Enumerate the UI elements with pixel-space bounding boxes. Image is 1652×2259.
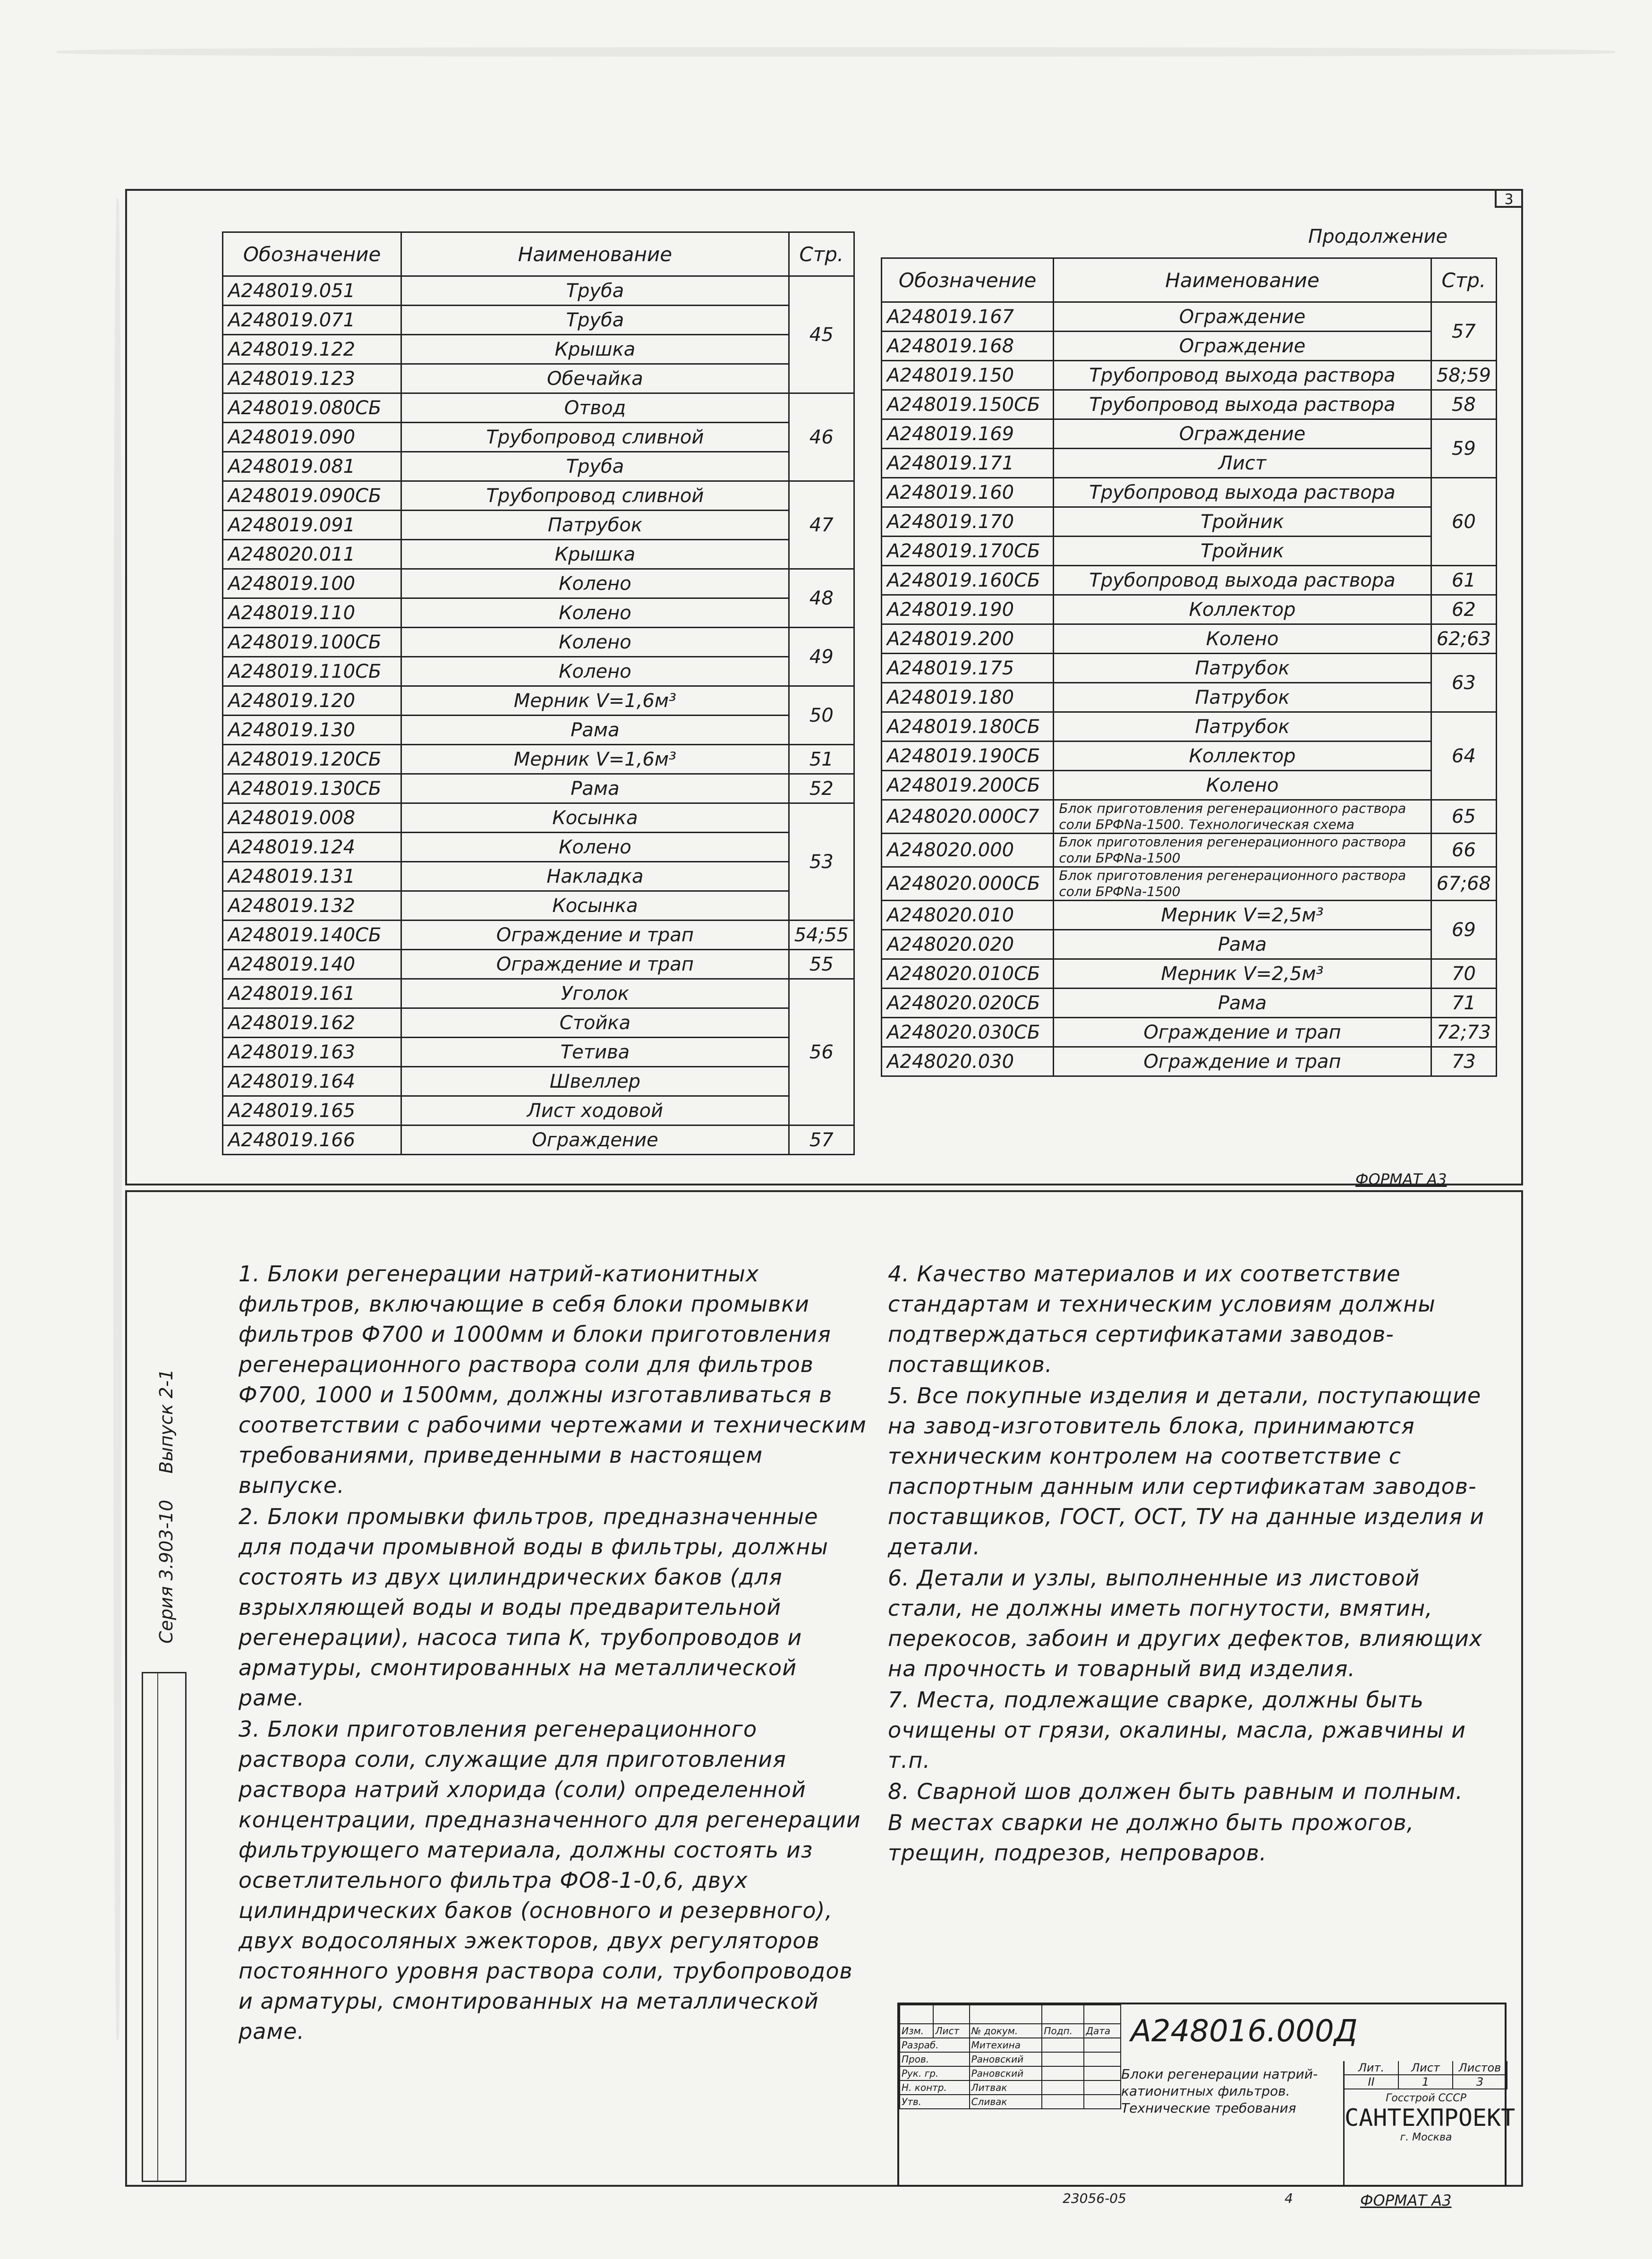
table-row: [882, 959, 1497, 989]
table-row: [882, 742, 1497, 771]
tb-header-cell: Изм.: [900, 2024, 933, 2038]
table-row: [882, 683, 1497, 712]
note-5: 5. Все покупные изделия и детали, поступающие на завод-изготовитель блока, принимаются техническим контролем на соответствие с паспортным данным или сертификатам заводов-поставщиков, ГОСТ, ОСТ, ТУ на данные изделия и детали.: [888, 1383, 1485, 1560]
cell-name: Блок приготовления регенерационного раствора соли БРФNa-1500. Технологическая схема: [1054, 800, 1431, 834]
cell-name: Колено: [401, 833, 789, 862]
cell-code: А248019.100: [223, 569, 401, 598]
table-row: [223, 716, 854, 745]
cell-page: 73: [1431, 1047, 1496, 1076]
cell-code: А248019.131: [223, 862, 401, 891]
cell-code: А248019.167: [882, 302, 1054, 332]
note-2: 2. Блоки промывки фильтров, предназначенные для подачи промывной воды в фильтры, должны состоять из двух цилиндрических баков (для взрыхляющей воды и воды предварительной регенерации), насоса типа К, трубопроводов и арматуры, смонтированных на металлической раме.: [238, 1504, 828, 1711]
cell-code: А248020.000: [882, 834, 1054, 867]
lit-value: II: [1345, 2075, 1399, 2089]
cell-name: Патрубок: [1054, 683, 1431, 712]
cell-page: 45: [789, 276, 854, 393]
cell-page: 47: [789, 481, 854, 569]
org-block: [1343, 2061, 1516, 2187]
cell-page: 55: [789, 950, 854, 979]
cell-page: 69: [1431, 901, 1496, 959]
cell-code: А248020.020: [882, 930, 1054, 959]
cell-name: Трубопровод выхода раствора: [1054, 566, 1431, 595]
cell-page: 61: [1431, 566, 1496, 595]
cell-code: А248020.010СБ: [882, 959, 1054, 989]
cell-page: 50: [789, 686, 854, 745]
cell-code: А248019.132: [223, 891, 401, 921]
signature-cell: [1042, 2080, 1084, 2095]
cell-page: 46: [789, 393, 854, 481]
cell-name: Косынка: [401, 803, 789, 833]
role-label: Пров.: [900, 2052, 970, 2066]
sheets-label: Листов: [1453, 2061, 1507, 2074]
table-row: [223, 335, 854, 364]
cell-page: 63: [1431, 654, 1496, 712]
cell-name: Лист: [1054, 449, 1431, 478]
cell-code: А248019.130: [223, 716, 401, 745]
role-label: Утв.: [900, 2095, 970, 2109]
cell-page: 54;55: [789, 921, 854, 950]
date-cell: [1084, 2066, 1121, 2080]
table-row: [882, 478, 1497, 507]
cell-code: А248019.140СБ: [223, 921, 401, 950]
note-1: 1. Блоки регенерации натрий-катионитных фильтров, включающие в себя блоки промывки фильтров Ф700 и 1000мм и блоки приготовления регенерационного раствора соли для фильтров Ф700, 1000 и 1500мм, должны изготавливаться в соответствии с рабочими чертежами и техническим требованиями, приведенными в настоящем выпуске.: [238, 1261, 867, 1498]
role-person: Рановский: [970, 2066, 1042, 2080]
cell-code: А248019.170СБ: [882, 537, 1054, 566]
cell-name: Рама: [401, 774, 789, 803]
title-block: [897, 2003, 1516, 2187]
cell-name: Ограждение и трап: [1054, 1047, 1431, 1076]
table-row: [882, 712, 1497, 742]
cell-name: Лист ходовой: [401, 1096, 789, 1125]
header-page: Стр.: [1431, 258, 1496, 302]
cell-code: А248019.160: [882, 478, 1054, 507]
header-name: Наименование: [401, 232, 789, 276]
table-row: [223, 1096, 854, 1125]
cell-page: 62;63: [1431, 624, 1496, 654]
cell-code: А248019.100СБ: [223, 628, 401, 657]
cell-code: А248019.122: [223, 335, 401, 364]
scan-noise: [113, 198, 122, 2040]
document-title: Блоки регенерации натрий-катионитных фильтров. Технические требования: [1121, 2066, 1318, 2116]
cell-page: 72;73: [1431, 1018, 1496, 1047]
cell-page: 67;68: [1431, 867, 1496, 901]
cell-page: 70: [1431, 959, 1496, 989]
series-label: Серия 3.903-10: [156, 1500, 177, 1644]
cell-page: 64: [1431, 712, 1496, 800]
cell-code: А248019.080СБ: [223, 393, 401, 423]
table-row: [223, 745, 854, 774]
table-row: [882, 390, 1497, 419]
cell-code: А248019.071: [223, 306, 401, 335]
cell-code: А248019.150СБ: [882, 390, 1054, 419]
lit-label: Лит.: [1345, 2061, 1399, 2074]
table-row: [882, 419, 1497, 449]
cell-code: А248019.171: [882, 449, 1054, 478]
table-row: [223, 628, 854, 657]
cell-code: А248019.190: [882, 595, 1054, 624]
table-row: [223, 1067, 854, 1096]
cell-name: Отвод: [401, 393, 789, 423]
cell-code: А248019.164: [223, 1067, 401, 1096]
cell-name: Мерник V=1,6м³: [401, 686, 789, 716]
cell-name: Труба: [401, 306, 789, 335]
table-row: [882, 989, 1497, 1018]
date-cell: [1084, 2080, 1121, 2095]
sheet-value: 1: [1399, 2075, 1453, 2089]
table-row: [223, 598, 854, 628]
cell-name: Рама: [1054, 930, 1431, 959]
tb-header-cell: Подп.: [1042, 2024, 1084, 2038]
cell-name: Рама: [1054, 989, 1431, 1018]
scan-noise: [57, 47, 1615, 57]
table-row: [882, 901, 1497, 930]
cell-name: Ограждение: [1054, 302, 1431, 332]
org-city: г. Москва: [1400, 2131, 1452, 2143]
signature-row: [900, 2095, 1121, 2109]
tb-header-cell: Лист: [933, 2024, 969, 2038]
spec-table-left: [222, 231, 855, 1155]
table-row: [223, 569, 854, 598]
cell-name: Колено: [1054, 771, 1431, 800]
sheets-value: 3: [1453, 2075, 1507, 2089]
table-row: [882, 771, 1497, 800]
cell-page: 62: [1431, 595, 1496, 624]
cell-page: 57: [789, 1125, 854, 1155]
table-row: [223, 452, 854, 481]
signature-row: [900, 2080, 1121, 2095]
cell-page: 53: [789, 803, 854, 921]
table-row: [223, 833, 854, 862]
approval-stamp-strip: [142, 1672, 187, 2182]
cell-code: А248019.008: [223, 803, 401, 833]
table-row: [882, 1018, 1497, 1047]
cell-page: 48: [789, 569, 854, 628]
cell-page: 58: [1431, 390, 1496, 419]
cell-name: Патрубок: [1054, 712, 1431, 742]
role-person: Литвак: [970, 2080, 1042, 2095]
cell-code: А248020.010: [882, 901, 1054, 930]
cell-code: А248019.200: [882, 624, 1054, 654]
cell-page: 49: [789, 628, 854, 686]
note-3: 3. Блоки приготовления регенерационного раствора соли, служащие для приготовления раствора натрий хлорида (соли) определенной концентрации, предназначенного для регенерации фильтрующего материала, должны состоять из осветлительного фильтра ФО8-1-0,6, двух цилиндрических баков (основного и резервного), двух водосоляных эжекторов, двух регуляторов постоянного уровня раствора соли, трубопроводов и арматуры, смонтированных на металлической раме.: [238, 1716, 861, 2044]
cell-code: А248019.166: [223, 1125, 401, 1155]
cell-name: Патрубок: [401, 511, 789, 540]
cell-name: Тройник: [1054, 507, 1431, 537]
table-row: [223, 891, 854, 921]
cell-page: 71: [1431, 989, 1496, 1018]
cell-code: А248020.030СБ: [882, 1018, 1054, 1047]
format-label-bottom: ФОРМАТ А3: [1360, 2191, 1452, 2209]
cell-code: А248019.165: [223, 1096, 401, 1125]
table-row: [223, 774, 854, 803]
signature-grid: [899, 2004, 1121, 2185]
date-cell: [1084, 2038, 1121, 2052]
cell-name: Швеллер: [401, 1067, 789, 1096]
cell-name: Колено: [401, 628, 789, 657]
cell-page: 60: [1431, 478, 1496, 566]
table-row: [223, 423, 854, 452]
cell-code: А248019.091: [223, 511, 401, 540]
table-row: [223, 950, 854, 979]
cell-page: 57: [1431, 302, 1496, 361]
cell-name: Колено: [1054, 624, 1431, 654]
cell-name: Трубопровод выхода раствора: [1054, 478, 1431, 507]
cell-code: А248019.169: [882, 419, 1054, 449]
cell-name: Рама: [401, 716, 789, 745]
cell-code: А248019.190СБ: [882, 742, 1054, 771]
cell-name: Коллектор: [1054, 742, 1431, 771]
cell-name: Труба: [401, 276, 789, 306]
cell-code: А248019.200СБ: [882, 771, 1054, 800]
cell-name: Мерник V=1,6м³: [401, 745, 789, 774]
notes-left-column: [238, 1259, 867, 2047]
signature-row: [900, 2052, 1121, 2066]
cell-name: Накладка: [401, 862, 789, 891]
cell-code: А248020.030: [882, 1047, 1054, 1076]
cell-name: Колено: [401, 598, 789, 628]
cell-page: 65: [1431, 800, 1496, 834]
cell-code: А248019.123: [223, 364, 401, 393]
cell-code: А248019.180СБ: [882, 712, 1054, 742]
cell-name: Косынка: [401, 891, 789, 921]
cell-code: А248019.110: [223, 598, 401, 628]
cell-name: Блок приготовления регенерационного раствора соли БРФNa-1500: [1054, 834, 1431, 867]
sheet-label: Лист: [1399, 2061, 1453, 2074]
cell-name: Тетива: [401, 1038, 789, 1067]
table-row: [223, 1125, 854, 1155]
signature-row: [900, 2066, 1121, 2080]
cell-code: А248020.011: [223, 540, 401, 569]
date-cell: [1084, 2095, 1121, 2109]
cell-name: Ограждение и трап: [401, 921, 789, 950]
cell-code: А248019.130СБ: [223, 774, 401, 803]
table-row: [882, 302, 1497, 332]
table-row: [223, 686, 854, 716]
continuation-label: Продолжение: [1308, 226, 1448, 247]
cell-code: А248019.140: [223, 950, 401, 979]
cell-code: А248019.160СБ: [882, 566, 1054, 595]
table-row: [223, 511, 854, 540]
role-person: Сливак: [970, 2095, 1042, 2109]
cell-name: Труба: [401, 452, 789, 481]
cell-code: А248019.051: [223, 276, 401, 306]
cell-name: Патрубок: [1054, 654, 1431, 683]
signature-cell: [1042, 2052, 1084, 2066]
date-cell: [1084, 2052, 1121, 2066]
cell-name: Трубопровод сливной: [401, 423, 789, 452]
table-row: [882, 449, 1497, 478]
table-row: [882, 867, 1497, 901]
cell-name: Ограждение: [1054, 419, 1431, 449]
cell-name: Крышка: [401, 335, 789, 364]
cell-code: А248019.168: [882, 332, 1054, 361]
tb-header-cell: Дата: [1084, 2024, 1121, 2038]
table-row: [223, 306, 854, 335]
cell-code: А248020.020СБ: [882, 989, 1054, 1018]
cell-code: А248019.110СБ: [223, 657, 401, 686]
small-sheet-number: 4: [1285, 2191, 1293, 2206]
cell-code: А248020.000С7: [882, 800, 1054, 834]
cell-name: Колено: [401, 569, 789, 598]
table-row: [882, 834, 1497, 867]
table-row: [223, 657, 854, 686]
document-code: А248016.000Д: [1131, 2014, 1358, 2049]
signature-cell: [1042, 2066, 1084, 2080]
table-row: [223, 393, 854, 423]
cell-name: Мерник V=2,5м³: [1054, 959, 1431, 989]
cell-code: А248019.175: [882, 654, 1054, 683]
table-row: [223, 481, 854, 511]
format-label: ФОРМАТ А3: [1355, 1170, 1447, 1188]
table-row: [223, 979, 854, 1008]
cell-code: А248019.081: [223, 452, 401, 481]
cell-page: 58;59: [1431, 361, 1496, 390]
cell-name: Коллектор: [1054, 595, 1431, 624]
note-6: 6. Детали и узлы, выполненные из листовой стали, не должны иметь погнутости, вмятин, перекосов, забоин и других дефектов, влияющих на прочность и товарный вид изделия.: [888, 1565, 1483, 1681]
cell-name: Трубопровод сливной: [401, 481, 789, 511]
cell-page: 66: [1431, 834, 1496, 867]
issue-label: Выпуск 2-1: [156, 1369, 177, 1474]
tb-header-cell: № докум.: [970, 2024, 1042, 2038]
table-row: [882, 1047, 1497, 1076]
org-name: САНТЕХПРОЕКТ: [1345, 2104, 1516, 2131]
table-row: [223, 921, 854, 950]
table-row: [882, 595, 1497, 624]
org-top: Госстрой СССР: [1386, 2092, 1466, 2104]
table-row: [223, 1008, 854, 1038]
cell-code: А248019.120СБ: [223, 745, 401, 774]
cell-page: 56: [789, 979, 854, 1125]
table-row: [223, 276, 854, 306]
table-row: [223, 862, 854, 891]
cell-name: Колено: [401, 657, 789, 686]
cell-name: Крышка: [401, 540, 789, 569]
signature-cell: [1042, 2038, 1084, 2052]
role-label: Н. контр.: [900, 2080, 970, 2095]
table-row: [223, 1038, 854, 1067]
cell-name: Трубопровод выхода раствора: [1054, 361, 1431, 390]
role-label: Разраб.: [900, 2038, 970, 2052]
header-name: Наименование: [1054, 258, 1431, 302]
cell-name: Ограждение и трап: [401, 950, 789, 979]
inventory-number: 23056-05: [1063, 2191, 1126, 2206]
table-row: [882, 930, 1497, 959]
note-7: 7. Места, подлежащие сварке, должны быть очищены от грязи, окалины, масла, ржавчины и т.п.: [888, 1687, 1466, 1773]
table-row: [882, 507, 1497, 537]
table-row: [882, 361, 1497, 390]
table-row: [882, 654, 1497, 683]
note-8: 8. Сварной шов должен быть равным и полным.: [888, 1779, 1463, 1804]
cell-name: Трубопровод выхода раствора: [1054, 390, 1431, 419]
role-label: Рук. гр.: [900, 2066, 970, 2080]
cell-name: Обечайка: [401, 364, 789, 393]
cell-name: Мерник V=2,5м³: [1054, 901, 1431, 930]
notes-right-column: [888, 1259, 1502, 1869]
role-person: Митехина: [970, 2038, 1042, 2052]
cell-name: Тройник: [1054, 537, 1431, 566]
table-row: [223, 364, 854, 393]
signature-cell: [1042, 2095, 1084, 2109]
table-row: [882, 624, 1497, 654]
note-4: 4. Качество материалов и их соответствие стандартам и техническим условиям должны подтверждаться сертификатами заводов-поставщиков.: [888, 1261, 1436, 1377]
cell-code: А248019.170: [882, 507, 1054, 537]
table-row: [882, 800, 1497, 834]
cell-name: Ограждение: [1054, 332, 1431, 361]
cell-code: А248019.090СБ: [223, 481, 401, 511]
cell-code: А248019.120: [223, 686, 401, 716]
cell-code: А248019.162: [223, 1008, 401, 1038]
cell-code: А248019.180: [882, 683, 1054, 712]
cell-code: А248019.090: [223, 423, 401, 452]
table-row: [882, 566, 1497, 595]
table-row: [882, 332, 1497, 361]
spec-table-right: [881, 257, 1497, 1077]
cell-page: 52: [789, 774, 854, 803]
cell-code: А248020.000СБ: [882, 867, 1054, 901]
cell-name: Блок приготовления регенерационного раствора соли БРФNa-1500: [1054, 867, 1431, 901]
header-page: Стр.: [789, 232, 854, 276]
table-row: [882, 537, 1497, 566]
signature-row: [900, 2038, 1121, 2052]
cell-page: 59: [1431, 419, 1496, 478]
cell-code: А248019.124: [223, 833, 401, 862]
note-8-extra: В местах сварки не должно быть прожогов, трещин, подрезов, непроваров.: [888, 1810, 1414, 1866]
cell-page: 51: [789, 745, 854, 774]
cell-name: Ограждение: [401, 1125, 789, 1155]
cell-code: А248019.161: [223, 979, 401, 1008]
page-number: 3: [1495, 189, 1523, 208]
table-row: [223, 803, 854, 833]
cell-code: А248019.163: [223, 1038, 401, 1067]
table-row: [223, 540, 854, 569]
cell-code: А248019.150: [882, 361, 1054, 390]
role-person: Рановский: [970, 2052, 1042, 2066]
cell-name: Ограждение и трап: [1054, 1018, 1431, 1047]
header-code: Обозначение: [223, 232, 401, 276]
cell-name: Уголок: [401, 979, 789, 1008]
header-code: Обозначение: [882, 258, 1054, 302]
cell-name: Стойка: [401, 1008, 789, 1038]
